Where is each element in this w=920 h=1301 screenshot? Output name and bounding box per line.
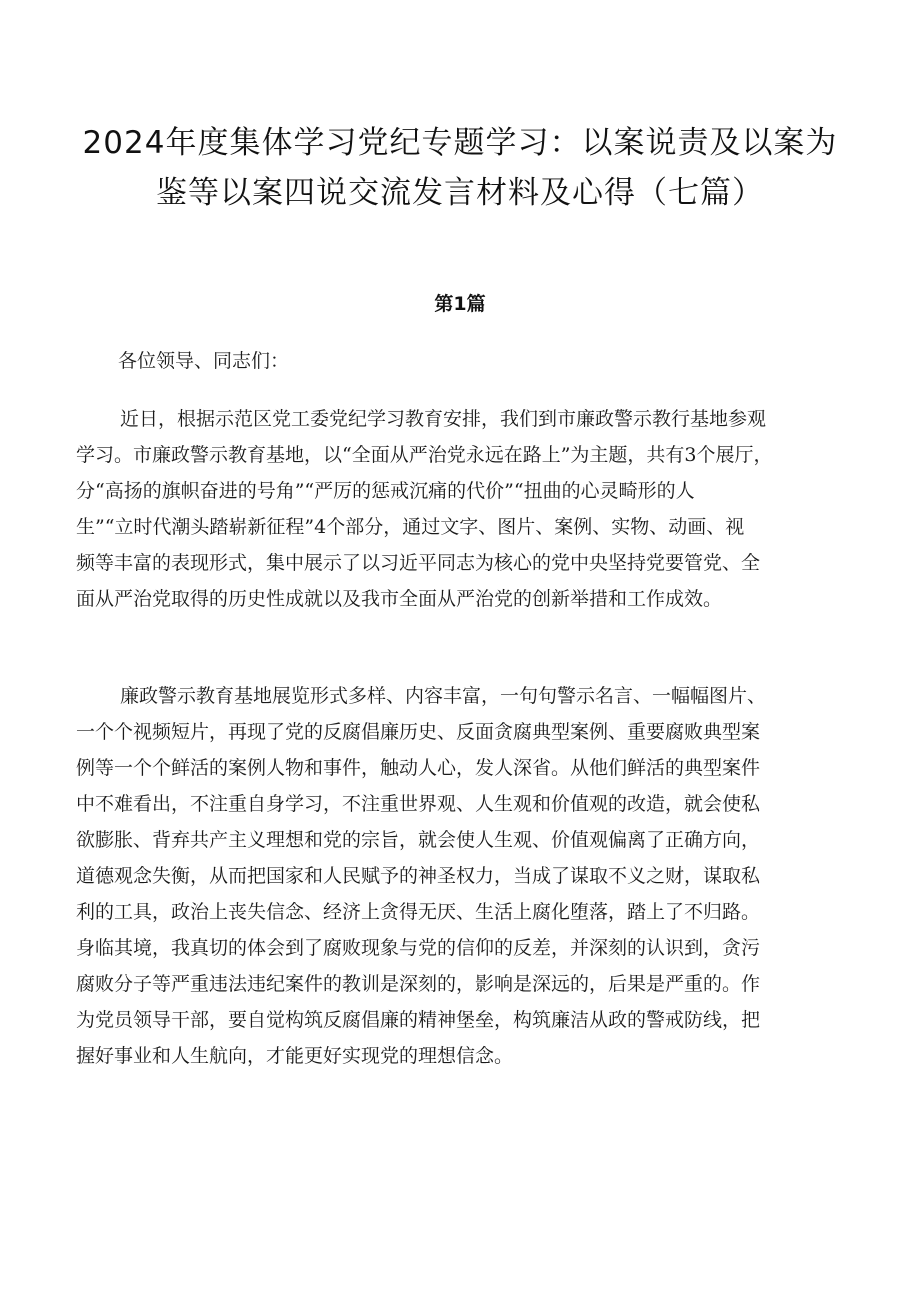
paragraph-2-line: 廉政警示教育基地展览形式多样、内容丰富，一句句警示名言、一幅幅图片、 (120, 685, 767, 707)
title-line-2: 鉴等以案四说交流发言材料及心得（七篇） (156, 175, 764, 211)
paragraph-2 (76, 678, 856, 1074)
document-title (60, 118, 860, 218)
paragraph-1-line: 生”“立时代潮头踏崭新征程”4个部分，通过文字、图片、案例、实物、动画、视 (76, 516, 745, 538)
title-line-1: 2024年度集体学习党纪专题学习：以案说责及以案为 (82, 125, 838, 161)
paragraph-2-line: 例等一个个鲜活的案例人物和事件，触动人心，发人深省。从他们鲜活的典型案件 (76, 757, 761, 779)
section-heading: 第1篇 (434, 293, 486, 315)
greeting (118, 343, 898, 379)
paragraph-2-line: 为党员领导干部，要自觉构筑反腐倡廉的精神堡垒，构筑廉洁从政的警戒防线，把 (76, 1009, 761, 1031)
greeting-text: 各位领导、同志们： (118, 350, 290, 372)
paragraph-1-line: 频等丰富的表现形式，集中展示了以习近平同志为核心的党中央坚持党要管党、全 (76, 552, 761, 574)
paragraph-2-line: 中不难看出，不注重自身学习，不注重世界观、人生观和价值观的改造，就会使私 (76, 793, 761, 815)
paragraph-1-line: 近日，根据示范区党工委党纪学习教育安排，我们到市廉政警示教行基地参观 (120, 408, 767, 430)
paragraph-1-line: 分“高扬的旗帜奋进的号角”“严厉的惩戒沉痛的代价”“扭曲的心灵畸形的人 (76, 480, 695, 502)
paragraph-2-line: 握好事业和人生航向，才能更好实现党的理想信念。 (76, 1045, 514, 1067)
paragraph-2-line: 一个个视频短片，再现了党的反腐倡廉历史、反面贪腐典型案例、重要腐败典型案 (76, 721, 761, 743)
paragraph-2-line: 欲膨胀、背弃共产主义理想和党的宗旨，就会使人生观、价值观偏离了正确方向， (76, 829, 761, 851)
paragraph-2-line: 身临其境，我真切的体会到了腐败现象与党的信仰的反差，并深刻的认识到，贪污 (76, 937, 761, 959)
paragraph-1-line: 学习。市廉政警示教育基地，以“全面从严治党永远在路上”为主题，共有3个展厅， (76, 444, 773, 466)
paragraph-2-line: 腐败分子等严重违法违纪案件的教训是深刻的，影响是深远的，后果是严重的。作 (76, 973, 761, 995)
paragraph-2-line: 利的工具，政治上丧失信念、经济上贪得无厌、生活上腐化堕落，踏上了不归路。 (76, 901, 761, 923)
paragraph-2-line: 道德观念失衡，从而把国家和人民赋予的神圣权力，当成了谋取不义之财，谋取私 (76, 865, 761, 887)
paragraph-1 (76, 401, 856, 617)
paragraph-1-line: 面从严治党取得的历史性成就以及我市全面从严治党的创新举措和工作成效。 (76, 588, 723, 610)
